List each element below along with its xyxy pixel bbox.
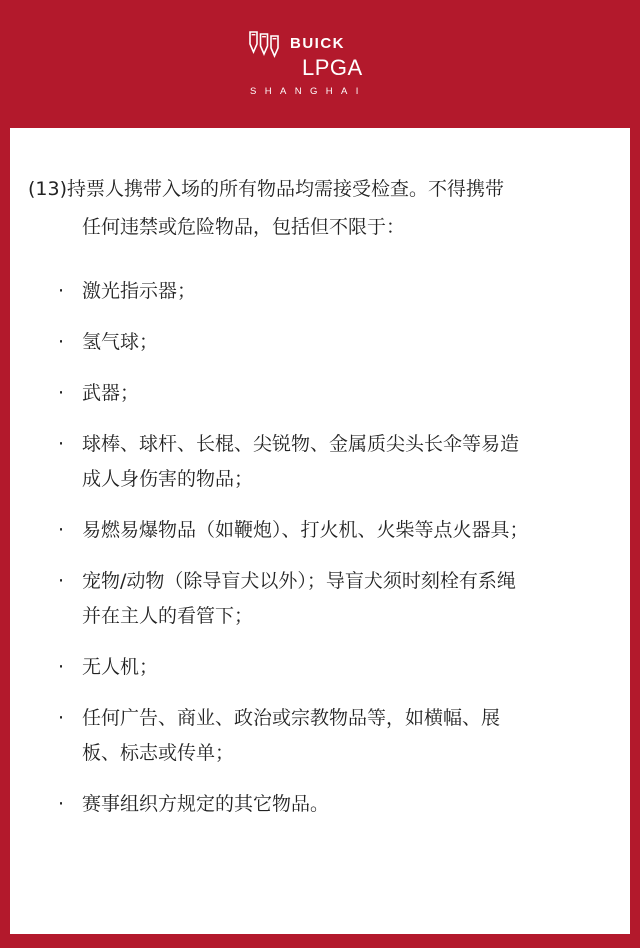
notice-card <box>10 128 630 934</box>
list-item-text: 易燃易爆物品（如鞭炮）、打火机、火柴等点火器具； <box>82 519 529 541</box>
list-item <box>10 325 602 360</box>
list-item-text-continued: 成人身伤害的物品； <box>82 468 254 490</box>
bullet-dot: · <box>58 331 65 353</box>
list-item-text: 激光指示器； <box>82 280 197 302</box>
list-item <box>10 787 602 822</box>
list-item <box>10 427 602 497</box>
buick-lpga-shanghai-logo <box>244 26 396 102</box>
logo-city-text: SHANGHAI <box>250 86 367 97</box>
list-item-text: 武器； <box>82 382 140 404</box>
list-item <box>10 701 602 771</box>
bullet-dot: · <box>58 280 65 302</box>
bullet-dot: · <box>58 433 65 455</box>
list-item <box>10 513 602 548</box>
list-item-text: 任何广告、商业、政治或宗教物品等，如横幅、展 <box>82 707 501 729</box>
list-item-text: 氢气球； <box>82 331 159 353</box>
list-item <box>10 564 602 634</box>
bullet-dot: · <box>58 793 65 815</box>
list-item-text: 宠物/动物（除导盲犬以外）；导盲犬须时刻栓有系绳 <box>82 570 516 592</box>
notice-number: (13) <box>28 178 68 200</box>
bullet-dot: · <box>58 519 65 541</box>
header-banner <box>0 0 640 128</box>
logo-event-text: LPGA <box>302 55 363 80</box>
list-item-text-continued: 板、标志或传单； <box>82 742 235 764</box>
logo-brand-text: BUICK <box>290 35 345 52</box>
buick-tri-shield-icon <box>248 30 280 58</box>
prohibited-items-list <box>10 274 630 838</box>
list-item-text: 球棒、球杆、长棍、尖锐物、金属质尖头长伞等易造 <box>82 433 520 455</box>
bullet-dot: · <box>58 656 65 678</box>
list-item-text-continued: 并在主人的看管下； <box>82 605 254 627</box>
list-item <box>10 650 602 685</box>
list-item-text: 无人机； <box>82 656 159 678</box>
notice-intro-line-2: 任何违禁或危险物品，包括但不限于： <box>82 216 406 238</box>
bullet-dot: · <box>58 707 65 729</box>
notice-intro <box>28 170 600 246</box>
list-item-text: 赛事组织方规定的其它物品。 <box>82 793 330 815</box>
notice-intro-line-1 <box>28 170 600 208</box>
bullet-dot: · <box>58 382 65 404</box>
bullet-dot: · <box>58 570 65 592</box>
list-item <box>10 274 602 309</box>
list-item <box>10 376 602 411</box>
notice-intro-text-1: 持票人携带入场的所有物品均需接受检查。不得携带 <box>67 178 505 200</box>
